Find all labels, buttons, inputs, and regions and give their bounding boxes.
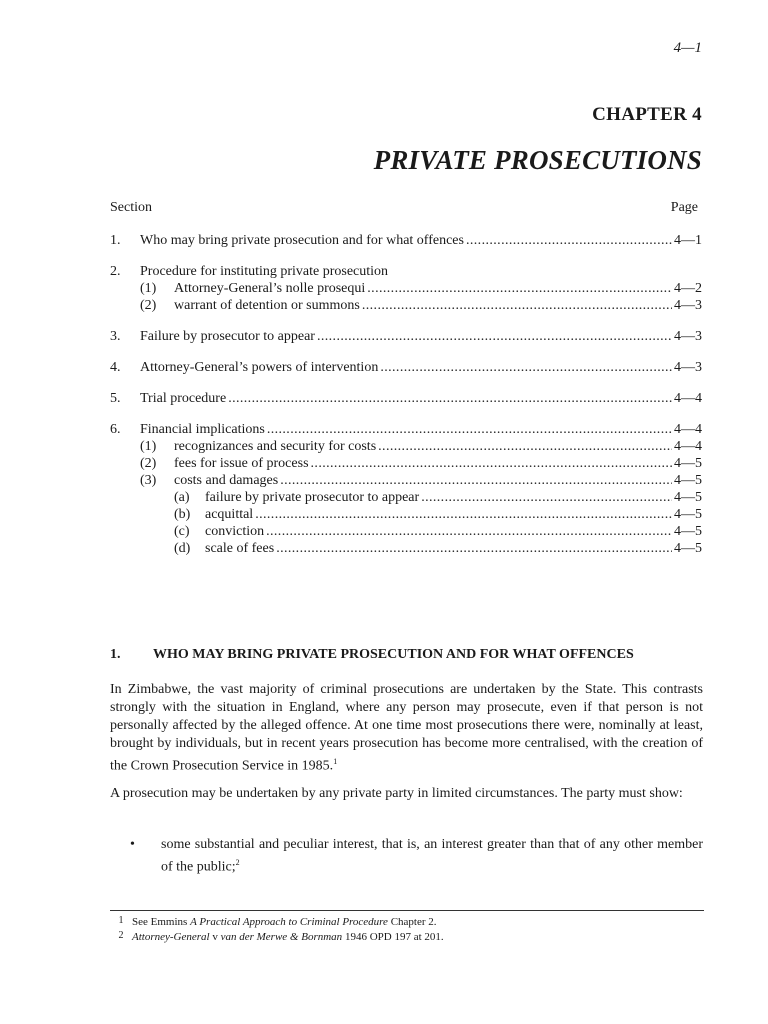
footnote-book-title: A Practical Approach to Criminal Procedure [190,916,388,928]
toc-group [110,421,702,557]
toc-entry-page: 4—3 [674,360,702,375]
dot-leader [228,390,672,407]
toc-group [110,359,702,376]
toc-entry-number: 5. [110,391,121,406]
footnote-text: Chapter 2. [387,916,437,928]
toc-entry-title: Procedure for instituting private prosecution [140,264,389,279]
toc-entry-number: (b) [174,507,191,522]
toc-entry-number: (a) [174,490,190,505]
footnotes [110,915,444,945]
toc-entry-number: (c) [174,524,190,539]
toc-entry-number: 6. [110,422,121,437]
dot-leader [362,297,672,314]
footnote-divider [110,910,704,911]
dot-leader [466,232,672,249]
toc-entry-page: 4—5 [674,524,702,539]
bullet-text: some substantial and peculiar interest, that is, an interest greater than that of any other member of the public; [161,837,703,875]
toc-entry-number: (1) [140,439,157,454]
toc-group [110,232,702,249]
toc-entry-title: Attorney-General’s powers of intervention [140,360,379,375]
toc-subentry [110,297,702,314]
dot-leader [267,421,672,438]
toc-entry-title: Attorney-General’s nolle prosequi [174,281,366,296]
toc-entry-title: Who may bring private prosecution and for what offences [140,233,464,248]
toc-entry-title: Failure by prosecutor to appear [140,329,315,344]
dot-leader [367,280,672,297]
dot-leader [380,359,672,376]
toc-entry-title: failure by private prosecutor to appear [205,490,420,505]
body-paragraph [110,681,703,776]
chapter-label: CHAPTER 4 [592,104,702,125]
toc-page-label: Page [670,200,698,215]
section-heading [110,647,702,663]
toc-entry-number: 1. [110,233,121,248]
section-number: 1. [110,647,121,662]
toc-entry-title: Trial procedure [140,391,227,406]
toc-entry-number: (3) [140,473,157,488]
dot-leader [280,472,672,489]
toc-subsubentry [110,506,702,523]
toc-entry-title: warrant of detention or summons [174,298,360,313]
footnote [110,915,444,930]
footnote-ref: 1 [333,757,338,766]
footnote [110,930,444,945]
toc-entry-number: (2) [140,298,157,313]
toc-subentry [110,438,702,455]
toc-entry-page: 4—4 [674,439,702,454]
toc-entry-page: 4—5 [674,507,702,522]
toc-entry [110,232,702,249]
toc-entry-title: Financial implications [140,422,265,437]
page-number: 4—1 [673,40,702,56]
toc-entry-title: acquittal [205,507,254,522]
toc-header [110,198,702,218]
toc-entry-title: fees for issue of process [174,456,309,471]
toc-entry [110,359,702,376]
footnote-mark: 2 [118,930,124,941]
toc-entry-page: 4—5 [674,541,702,556]
dot-leader [255,506,672,523]
toc-group [110,328,702,345]
toc-entry-title: scale of fees [205,541,275,556]
bullet-icon: • [130,837,135,852]
chapter-title: PRIVATE PROSECUTIONS [373,145,702,175]
toc-entry [110,390,702,407]
toc-entry-number: 4. [110,360,121,375]
toc-entry [110,263,702,280]
toc-entry-title: recognizances and security for costs [174,439,377,454]
toc-entry-number: (2) [140,456,157,471]
toc-entry-page: 4—5 [674,473,702,488]
toc-entry [110,328,702,345]
bullet-item [110,836,703,877]
toc-section-label: Section [110,200,152,215]
dot-leader [311,455,672,472]
toc-subsubentry [110,540,702,557]
section-title: WHO MAY BRING PRIVATE PROSECUTION AND FOR WHAT OFFENCES [153,647,634,662]
toc-group [110,390,702,407]
toc-entry-page: 4—5 [674,456,702,471]
toc-entry [110,421,702,438]
toc-entry-number: (1) [140,281,157,296]
toc-entry-title: conviction [205,524,265,539]
body-paragraph [110,785,703,803]
dot-leader [378,438,672,455]
toc-entry-page: 4—3 [674,329,702,344]
toc-subentry [110,455,702,472]
toc-entry-page: 4—2 [674,281,702,296]
footnote-text: See Emmins [132,916,191,928]
footnote-case-party: Attorney-General [132,931,210,943]
footnote-text: v [209,931,221,943]
toc-entry-number: (d) [174,541,191,556]
dot-leader [421,489,672,506]
paragraph-text: A prosecution may be undertaken by any private party in limited circumstances. The party must show: [110,786,683,801]
footnote-text: 1946 OPD 197 at 201. [342,931,444,943]
paragraph-text: In Zimbabwe, the vast majority of criminal prosecutions are undertaken by the State. This contrasts strongly with the situation in England, where any person may prosecute, even if that person is not personally affected by the alleged offence. At one time most prosecutions there were, nominally at least, brought by individuals, but in recent years prosecution has become more centralised, with the creation of the Crown Prosecution Service in 1985. [110,682,703,774]
toc-entry-page: 4—5 [674,490,702,505]
table-of-contents [110,198,702,571]
toc-subentry [110,472,702,489]
toc-entry-number: 2. [110,264,121,279]
footnote-case-party: van der Merwe & Bornman [220,931,343,943]
toc-group [110,263,702,314]
footnote-ref: 2 [235,858,240,867]
toc-entry-page: 4—3 [674,298,702,313]
toc-subsubentry [110,489,702,506]
dot-leader [266,523,672,540]
dot-leader [276,540,672,557]
toc-entry-number: 3. [110,329,121,344]
toc-subsubentry [110,523,702,540]
toc-subentry [110,280,702,297]
toc-entry-title: costs and damages [174,473,279,488]
dot-leader [317,328,672,345]
toc-entry-page: 4—4 [674,391,702,406]
toc-entry-page: 4—4 [674,422,702,437]
toc-entry-page: 4—1 [674,233,702,248]
footnote-mark: 1 [118,915,124,926]
